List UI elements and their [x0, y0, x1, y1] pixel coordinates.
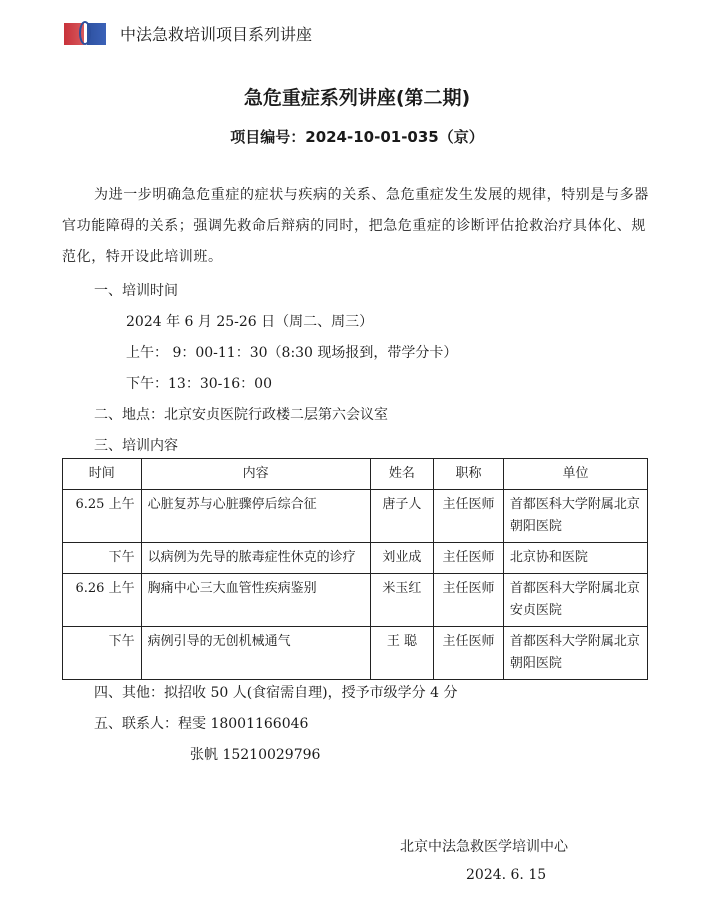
- header-title: 中法急救培训项目系列讲座: [120, 24, 313, 44]
- page-header: [64, 16, 312, 50]
- cell-time: 6.25 上午: [63, 490, 142, 543]
- cell-title: 主任医师: [434, 490, 504, 543]
- table-row: [63, 574, 648, 627]
- table-header-row: [63, 459, 648, 490]
- cell-content: 以病例为先导的脓毒症性休克的诊疗: [141, 543, 370, 574]
- cell-title: 主任医师: [434, 627, 504, 680]
- cell-time: 下午: [63, 543, 142, 574]
- cell-unit: 北京协和医院: [503, 543, 647, 574]
- header-name: 姓名: [370, 459, 433, 490]
- cell-unit: 首都医科大学附属北京朝阳医院: [503, 627, 647, 680]
- cell-name: 刘业成: [370, 543, 433, 574]
- cell-content: 胸痛中心三大血管性疾病鉴别: [141, 574, 370, 627]
- header-time: 时间: [63, 459, 142, 490]
- signature-organization: 北京中法急救医学培训中心: [400, 839, 568, 855]
- signature-date: 2024. 6. 15: [466, 867, 547, 883]
- header-title: 职称: [434, 459, 504, 490]
- document-title: 急危重症系列讲座(第二期): [243, 87, 471, 109]
- cell-time: 6.26 上午: [63, 574, 142, 627]
- cell-name: 唐子人: [370, 490, 433, 543]
- cell-name: 米玉红: [370, 574, 433, 627]
- header-content: 内容: [141, 459, 370, 490]
- cell-title: 主任医师: [434, 543, 504, 574]
- table-row: [63, 543, 648, 574]
- contact-line-2: 张帆 15210029796: [190, 747, 321, 763]
- date-line: 2024 年 6 月 25-26 日（周二、周三）: [126, 314, 374, 330]
- table-row: [63, 627, 648, 680]
- cell-unit: 首都医科大学附属北京朝阳医院: [503, 490, 647, 543]
- contact-line: 五、联系人：程雯 18001166046: [94, 716, 309, 732]
- section-training-content: 三、培训内容: [94, 438, 178, 454]
- afternoon-line: 下午：13：30-16：00: [126, 376, 272, 392]
- cell-title: 主任医师: [434, 574, 504, 627]
- schedule-table: [62, 458, 648, 680]
- header-unit: 单位: [503, 459, 647, 490]
- other-line: 四、其他：拟招收 50 人(食宿需自理)，授予市级学分 4 分: [94, 685, 458, 701]
- intro-paragraph: 为进一步明确急危重症的症状与疾病的关系、急危重症发生发展的规律，特别是与多器官功能障碍的关系；强调先救命后辩病的同时，把急危重症的诊断评估抢救治疗具体化、规范化，特开设此培训班。: [62, 187, 649, 265]
- cell-name: 王 聪: [370, 627, 433, 680]
- table-row: [63, 490, 648, 543]
- cell-time: 下午: [63, 627, 142, 680]
- cell-content: 病例引导的无创机械通气: [141, 627, 370, 680]
- logo: [64, 17, 108, 49]
- section-training-time: 一、培训时间: [94, 283, 178, 299]
- cell-content: 心脏复苏与心脏骤停后综合征: [141, 490, 370, 543]
- location-line: 二、地点：北京安贞医院行政楼二层第六会议室: [94, 407, 388, 423]
- cell-unit: 首都医科大学附属北京安贞医院: [503, 574, 647, 627]
- project-code: 项目编号：2024-10-01-035（京）: [230, 128, 484, 146]
- morning-line: 上午： 9：00-11：30（8:30 现场报到，带学分卡）: [126, 345, 458, 361]
